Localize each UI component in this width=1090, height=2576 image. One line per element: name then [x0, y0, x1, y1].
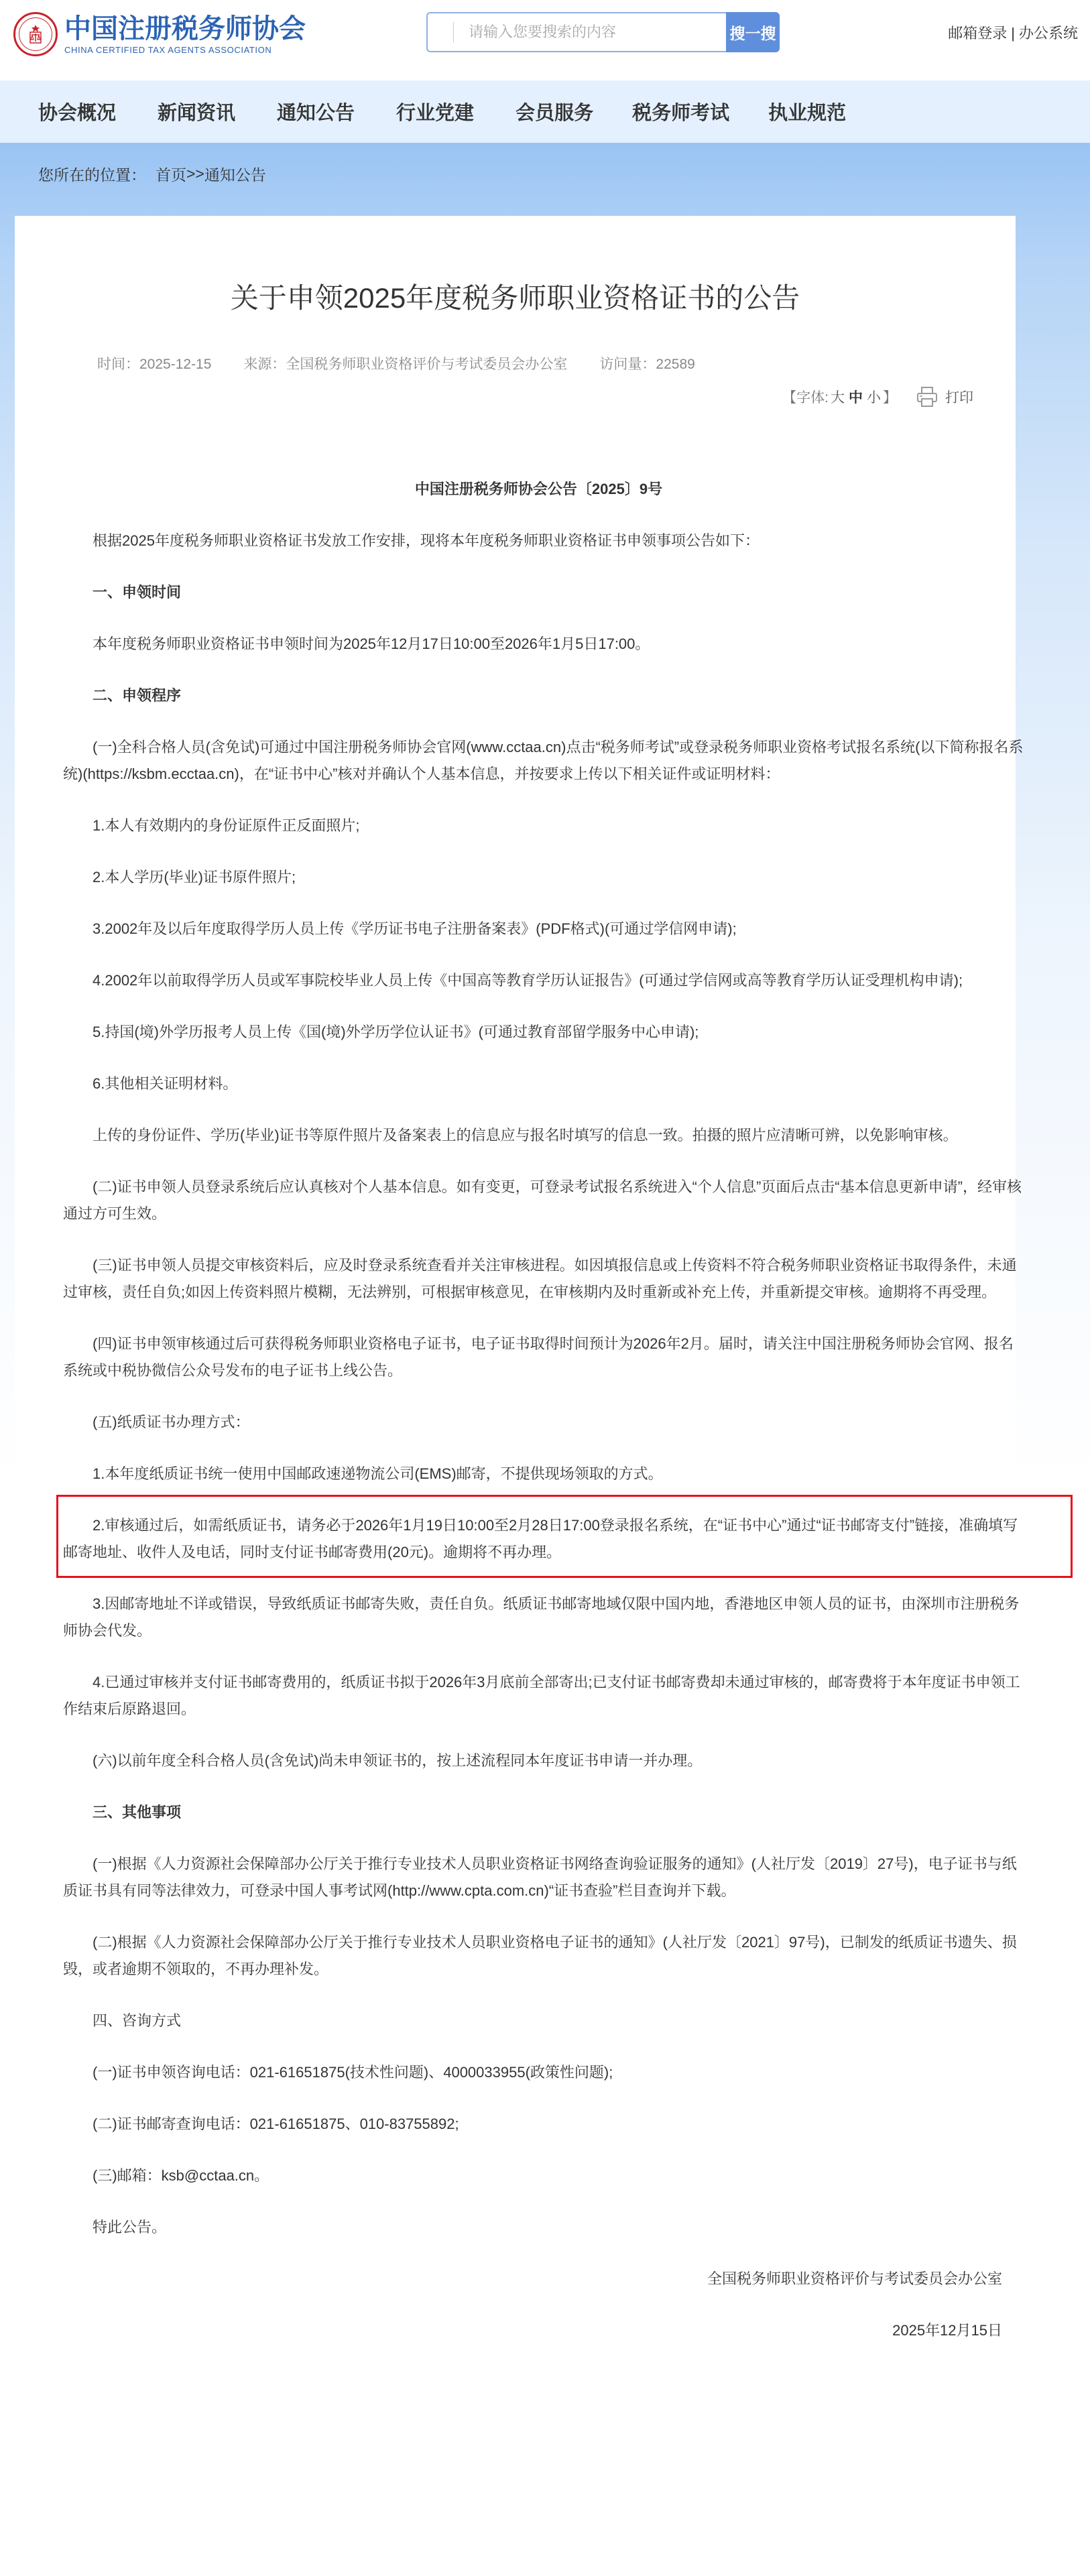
list-item: 5.持国(境)外学历报考人员上传《国(境)外学历学位认证书》(可通过教育部留学服务中心申请);: [93, 1024, 699, 1040]
search-button[interactable]: 搜一搜: [726, 12, 780, 52]
nav-item-about[interactable]: 协会概况: [38, 103, 117, 124]
article-body: [63, 476, 1026, 2369]
main-nav: [0, 80, 1090, 143]
signature-date: 2025年12月15日: [892, 2322, 1002, 2339]
section-heading-contact: 四、咨询方式: [93, 2012, 182, 2029]
publish-time-value: 2025-12-15: [139, 357, 212, 372]
contact-email: (三)邮箱：ksb@cctaa.cn。: [93, 2167, 269, 2184]
search-divider: [453, 22, 454, 42]
paragraph: (三)证书申领人员提交审核资料后，应及时登录系统查看并关注审核进程。如因填报信息或上传资料不符合税务师职业资格证书取得条件，未通过审核，责任自负;如因上传资料照片模糊，无法辨别，可根据审核意见，在审核期内及时重新或补充上传，并重新提交审核。逾期将不再受理。: [63, 1257, 1017, 1300]
logo-chinese-name: 中国注册税务师协会: [64, 12, 306, 44]
section-heading-application-time: 一、申领时间: [93, 584, 182, 601]
publish-time: [97, 353, 211, 373]
document-number: 中国注册税务师协会公告〔2025〕9号: [414, 481, 663, 497]
breadcrumb-prefix: 您所在的位置：: [38, 166, 146, 184]
search-bar: [426, 12, 780, 52]
list-item: 4.已通过审核并支付证书邮寄费用的，纸质证书拟于2026年3月底前全部寄出;已支付证书邮寄费却未通过审核的，邮寄费将于本年度证书申领工作结束后原路退回。: [63, 1674, 1020, 1717]
site-logo[interactable]: [13, 12, 306, 56]
nav-item-member-services[interactable]: 会员服务: [516, 103, 594, 124]
list-item: 1.本年度纸质证书统一使用中国邮政速递物流公司(EMS)邮寄，不提供现场领取的方式。: [93, 1465, 663, 1482]
signature-org: 全国税务师职业资格评价与考试委员会办公室: [707, 2270, 1002, 2287]
list-item: 6.其他相关证明材料。: [93, 1075, 238, 1092]
office-system-link[interactable]: 办公系统: [1018, 25, 1078, 42]
scales-icon: [24, 23, 47, 46]
highlighted-paragraph: 2.审核通过后，如需纸质证书，请务必于2026年1月19日10:00至2月28日17:00登录报名系统，在“证书中心”通过“证书邮寄支付”链接，准确填写邮寄地址、收件人及电话，同时支付证书邮寄费用(20元)。逾期将不再办理。: [63, 1512, 1026, 1566]
paragraph: (六)以前年度全科合格人员(含免试)尚未申领证书的，按上述流程同本年度证书申请一并办理。: [93, 1752, 703, 1769]
font-size-medium-button[interactable]: 中: [849, 390, 863, 406]
nav-item-practice-standards[interactable]: 执业规范: [768, 103, 847, 124]
list-item: 3.因邮寄地址不详或错误，导致纸质证书邮寄失败，责任自负。纸质证书邮寄地域仅限中国内地，香港地区申领人员的证书，由深圳市注册税务师协会代发。: [63, 1595, 1020, 1639]
printer-icon[interactable]: [916, 385, 938, 408]
link-separator: |: [1011, 25, 1015, 42]
paragraph: (二)根据《人力资源社会保障部办公厅关于推行专业技术人员职业资格电子证书的通知》(人社厅发〔2021〕97号)，已制发的纸质证书遗失、损毁，或者逾期不领取的，不再办理补发。: [63, 1934, 1017, 1977]
article-card: [15, 216, 1024, 2576]
nav-item-notices[interactable]: 通知公告: [277, 103, 355, 124]
article-tools: [782, 385, 973, 408]
paragraph: 本年度税务师职业资格证书申领时间为2025年12月17日10:00至2026年1月5日17:00。: [93, 635, 650, 652]
article-meta: [97, 353, 727, 373]
article-title: 关于申领2025年度税务师职业资格证书的公告: [230, 282, 800, 314]
view-count: [599, 353, 694, 373]
breadcrumb-current-link[interactable]: 通知公告: [204, 166, 266, 184]
paragraph-intro: 根据2025年度税务师职业资格证书发放工作安排，现将本年度税务师职业资格证书申领事项公告如下：: [93, 532, 760, 549]
view-count-value: 22589: [656, 357, 695, 372]
list-item: 4.2002年以前取得学历人员或军事院校毕业人员上传《中国高等教育学历认证报告》(可通过学信网或高等教育学历认证受理机构申请);: [93, 972, 963, 989]
breadcrumb: [38, 143, 266, 204]
contact-phone-application: (一)证书申领咨询电话：021-61651875(技术性问题)、4000033955(政策性问题);: [93, 2064, 613, 2081]
breadcrumb-separator: >>: [186, 164, 204, 182]
breadcrumb-home-link[interactable]: 首页: [156, 166, 186, 184]
source-value: 全国税务师职业资格评价与考试委员会办公室: [286, 357, 568, 372]
font-size-label: 【字体:: [782, 390, 829, 406]
view-count-label: 访问量：: [599, 357, 656, 372]
logo-english-name: CHINA CERTIFIED TAX AGENTS ASSOCIATION: [64, 44, 272, 55]
mail-login-link[interactable]: 邮箱登录: [948, 25, 1008, 42]
search-input[interactable]: [469, 23, 710, 41]
association-seal-icon: [13, 12, 58, 56]
font-size-large-button[interactable]: 大: [831, 390, 845, 406]
source-label: 来源：: [243, 357, 286, 372]
paragraph: (五)纸质证书办理方式：: [93, 1414, 250, 1430]
list-item: 2.本人学历(毕业)证书原件照片;: [93, 869, 296, 885]
paragraph: (一)全科合格人员(含免试)可通过中国注册税务师协会官网(www.cctaa.cn)点击“税务师考试”或登录税务师职业资格考试报名系统(以下简称报名系统)(https://ksbm.ecctaa.cn)，在“证书中心”核对并确认个人基本信息，并按要求上传以下相关证件或证明材料：: [63, 739, 1024, 782]
list-item: 1.本人有效期内的身份证原件正反面照片;: [93, 817, 360, 834]
publish-time-label: 时间：: [97, 357, 139, 372]
nav-item-tax-agent-exam[interactable]: 税务师考试: [632, 103, 730, 124]
section-heading-other-matters: 三、其他事项: [93, 1804, 182, 1821]
nav-item-news[interactable]: 新闻资讯: [158, 103, 236, 124]
search-box: [426, 12, 726, 52]
closing-statement: 特此公告。: [93, 2219, 167, 2235]
font-size-small-button[interactable]: 小: [867, 390, 881, 406]
list-item: 3.2002年及以后年度取得学历人员上传《学历证书电子注册备案表》(PDF格式)(可通过学信网申请);: [93, 920, 737, 937]
contact-phone-mailing: (二)证书邮寄查询电话：021-61651875、010-83755892;: [93, 2115, 459, 2132]
font-size-label-close: 】: [883, 390, 897, 406]
paragraph: (二)证书申领人员登录系统后应认真核对个人基本信息。如有变更，可登录考试报名系统进入“个人信息”页面后点击“基本信息更新申请”，经审核通过方可生效。: [63, 1178, 1022, 1222]
nav-item-party-building[interactable]: 行业党建: [396, 103, 475, 124]
site-header: [0, 0, 1090, 80]
section-heading-application-procedure: 二、申领程序: [93, 687, 182, 704]
print-button[interactable]: 打印: [945, 390, 973, 406]
paragraph: (四)证书申领审核通过后可获得税务师职业资格电子证书，电子证书取得时间预计为2026年2月。届时，请关注中国注册税务师协会官网、报名系统或中税协微信公众号发布的电子证书上线公告。: [63, 1335, 1014, 1379]
paragraph: (一)根据《人力资源社会保障部办公厅关于推行专业技术人员职业资格证书网络查询验证服务的通知》(人社厅发〔2019〕27号)，电子证书与纸质证书具有同等法律效力，可登录中国人事考试网(http://www.cpta.com.cn)“证书查验”栏目查询并下载。: [63, 1855, 1017, 1899]
paragraph: 上传的身份证件、学历(毕业)证书等原件照片及备案表上的信息应与报名时填写的信息一致。拍摄的照片应清晰可辨，以免影响审核。: [93, 1127, 958, 1144]
article-source: [243, 353, 567, 373]
top-links: [948, 22, 1078, 43]
